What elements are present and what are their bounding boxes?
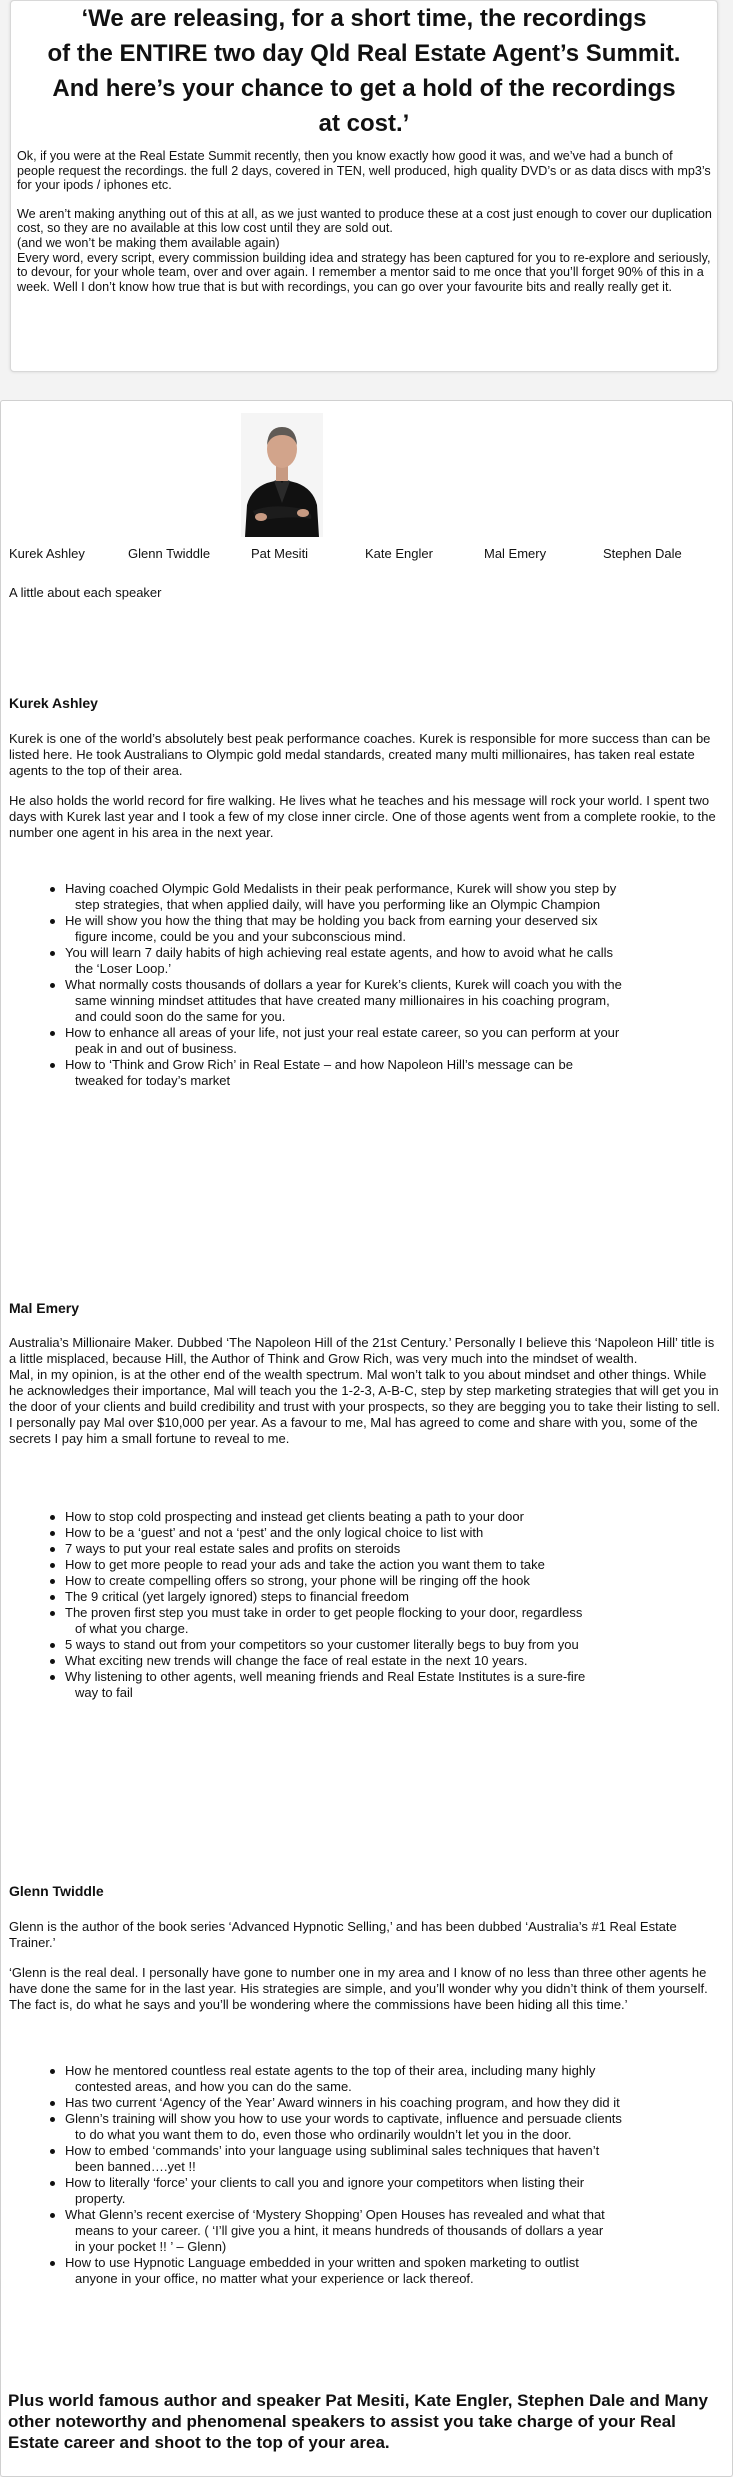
bullet-line: How to embed ‘commands’ into your language using subliminal sales techniques that haven’t (65, 2143, 600, 2158)
headline (11, 1, 717, 141)
list-item (1, 1557, 726, 1573)
bullet-icon (50, 1515, 55, 1520)
glenn-heading: Glenn Twiddle (9, 1883, 104, 1899)
bullet-line: in your pocket !! ’ – Glenn) (75, 2239, 227, 2254)
bullet-icon (50, 1643, 55, 1648)
bullet-line: How to ‘Think and Grow Rich’ in Real Estate – and how Napoleon Hill’s message can be (65, 1057, 573, 1072)
glenn-paragraph: ‘Glenn is the real deal. I personally have gone to number one in my area and I know of no less than three other agents he have done the same for in the last year. His strategies are simple, and you’ll wonder why you didn’t think of them yourself. The fact is, do what he says and you’ll be wondering where the commissions have been hiding all this time.’ (9, 1965, 708, 2012)
kurek-bullet-list (1, 881, 726, 1089)
bullet-line: How to enhance all areas of your life, not just your real estate career, so you can perform at your (65, 1025, 620, 1040)
speaker-name: Pat Mesiti (251, 546, 309, 561)
list-item (1, 1573, 726, 1589)
headline-line: ‘We are releasing, for a short time, the recordings (81, 5, 647, 32)
bullet-icon (50, 919, 55, 924)
bullet-line: step strategies, that when applied daily, will have you performing like an Olympic Champion (75, 897, 601, 912)
list-item (1, 1541, 726, 1557)
bullet-line: contested areas, and how you can do the same. (75, 2079, 352, 2094)
bullet-line: anyone in your office, no matter what your experience or lack thereof. (75, 2271, 474, 2286)
speaker-name: Mal Emery (484, 546, 547, 561)
intro-paragraph: (and we won’t be making them available again) (17, 235, 280, 250)
bullet-icon (50, 1595, 55, 1600)
list-item (1, 1057, 726, 1089)
bullet-line: What exciting new trends will change the face of real estate in the next 10 years. (65, 1653, 528, 1668)
bullet-line: 7 ways to put your real estate sales and profits on steroids (65, 1541, 401, 1556)
bullet-line: Having coached Olympic Gold Medalists in their peak performance, Kurek will show you step by (65, 881, 617, 896)
headline-line: of the ENTIRE two day Qld Real Estate Agent’s Summit. (47, 40, 681, 67)
intro-box (10, 0, 718, 372)
bullet-line: property. (75, 2191, 126, 2206)
speaker-name: Stephen Dale (603, 546, 682, 561)
bullet-line: tweaked for today’s market (75, 1073, 231, 1088)
list-item (1, 881, 726, 913)
mal-paragraph: Australia’s Millionaire Maker. Dubbed ‘The Napoleon Hill of the 21st Century.’ Personally I believe this ‘Napoleon Hill’ title is a little misplaced, because Hill, the Author of Think and Grow Rich, was very much into the mindset of wealth. (9, 1335, 715, 1366)
bullet-icon (50, 887, 55, 892)
intro-paragraph: Ok, if you were at the Real Estate Summit recently, then you know exactly how good it was, and we’ve had a bunch of people request the recordings. the full 2 days, covered in TEN, well produced, high quality DVD’s or as data discs with mp3’s for your ipods / iphones etc. (17, 149, 711, 193)
bullet-line: been banned….yet !! (75, 2159, 196, 2174)
speakers-subheading: A little about each speaker (9, 585, 162, 600)
bullet-line: You will learn 7 daily habits of high achieving real estate agents, and how to avoid what he calls (65, 945, 614, 960)
bullet-line: How to stop cold prospecting and instead get clients beating a path to your door (65, 1509, 524, 1524)
list-item (1, 1525, 726, 1541)
mal-bio (9, 1335, 721, 1447)
glenn-bullet-list (1, 2063, 726, 2287)
bullet-line: same winning mindset attitudes that have created many millionaires in his coaching program, (75, 993, 610, 1008)
speaker-name: Glenn Twiddle (128, 546, 211, 561)
list-item (1, 2095, 726, 2111)
bullet-line: means to your career. ( ‘I’ll give you a hint, it means hundreds of thousands of dollars a year (75, 2223, 604, 2238)
speaker-name: Kate Engler (365, 546, 433, 561)
list-item (1, 2255, 726, 2287)
bullet-icon (50, 1659, 55, 1664)
list-item (1, 2207, 726, 2255)
bullet-line: What Glenn’s recent exercise of ‘Mystery Shopping’ Open Houses has revealed and what that (65, 2207, 605, 2222)
bullet-line: The 9 critical (yet largely ignored) steps to financial freedom (65, 1589, 409, 1604)
list-item (1, 2111, 726, 2143)
bullet-icon (50, 1563, 55, 1568)
speakers-box (0, 400, 733, 2477)
bullet-line: How to create compelling offers so strong, your phone will be ringing off the hook (65, 1573, 530, 1588)
headline-line: at cost.’ (318, 110, 410, 137)
bullet-line: How to get more people to read your ads and take the action you want them to take (65, 1557, 545, 1572)
bullet-icon (50, 951, 55, 956)
bullet-line: How to literally ‘force’ your clients to call you and ignore your competitors when listing their (65, 2175, 585, 2190)
mal-paragraph: Mal, in my opinion, is at the other end of the wealth spectrum. Mal won’t talk to you about mindset and other things. While he acknowledges their importance, Mal will teach you the 1-2-3, A-B-C, step by step marketing strategies that will get you in the door of your clients and build credibility and trust with your prospects, so they are begging you to take their listing to sell. (9, 1367, 721, 1414)
bullet-line: 5 ways to stand out from your competitors so your customer literally begs to buy from you (65, 1637, 579, 1652)
list-item (1, 913, 726, 945)
list-item (1, 2143, 726, 2175)
bullet-icon (50, 2213, 55, 2218)
bullet-icon (50, 2101, 55, 2106)
bullet-icon (50, 1531, 55, 1536)
bullet-icon (50, 2149, 55, 2154)
glenn-bio (9, 1919, 721, 2013)
bullet-line: figure income, could be you and your subconscious mind. (75, 929, 406, 944)
bullet-icon (50, 1611, 55, 1616)
bullet-icon (50, 1063, 55, 1068)
list-item (1, 1605, 726, 1637)
mal-heading: Mal Emery (9, 1300, 80, 1316)
bullet-icon (50, 983, 55, 988)
list-item (1, 1637, 726, 1653)
bullet-line: to do what you want them to do, even those who ordinarily wouldn’t let you in the door. (75, 2127, 572, 2142)
intro-text (17, 149, 713, 294)
bullet-line: The proven first step you must take in order to get people flocking to your door, regardless (65, 1605, 583, 1620)
bullet-icon (50, 1547, 55, 1552)
list-item (1, 977, 726, 1025)
list-item (1, 945, 726, 977)
kurek-paragraph: Kurek is one of the world’s absolutely best peak performance coaches. Kurek is responsible for more success than can be listed here. He took Australians to Olympic gold medal standards, created many multi millionaires, has taken real estate agents to the top of their area. (9, 731, 711, 778)
bullet-icon (50, 1675, 55, 1680)
bullet-line: and could soon do the same for you. (75, 1009, 286, 1024)
list-item (1, 1669, 726, 1701)
bullet-line: of what you charge. (75, 1621, 189, 1636)
kurek-heading: Kurek Ashley (9, 695, 98, 711)
bullet-line: How to use Hypnotic Language embedded in your written and spoken marketing to outlist (65, 2255, 579, 2270)
list-item (1, 2063, 726, 2095)
list-item (1, 1589, 726, 1605)
bullet-icon (50, 2069, 55, 2074)
speaker-photo (241, 413, 323, 537)
bullet-line: Why listening to other agents, well meaning friends and Real Estate Institutes is a sure-fire (65, 1669, 586, 1684)
bullet-line: way to fail (75, 1685, 133, 1700)
bullet-line: Has two current ‘Agency of the Year’ Award winners in his coaching program, and how they did it (65, 2095, 620, 2110)
intro-paragraph: Every word, every script, every commission building idea and strategy has been captured for you to re-explore and seriously, to devour, for your whole team, over and over again. I remember a mentor said to me once that you’ll forget 90% of this in a week. Well I don’t know how true that is but with recordings, you can go over your favourite bits and really really get it. (17, 250, 711, 294)
bullet-icon (50, 2261, 55, 2266)
bullet-line: What normally costs thousands of dollars a year for Kurek’s clients, Kurek will coach you with the (65, 977, 622, 992)
list-item (1, 1509, 726, 1525)
speaker-portrait-image (241, 413, 323, 537)
bullet-line: He will show you how the thing that may be holding you back from earning your deserved six (65, 913, 598, 928)
bullet-line: peak in and out of business. (75, 1041, 237, 1056)
bullet-line: How to be a ‘guest’ and not a ‘pest’ and the only logical choice to list with (65, 1525, 484, 1540)
bullet-icon (50, 1031, 55, 1036)
list-item (1, 2175, 726, 2207)
intro-paragraph: We aren’t making anything out of this at all, as we just wanted to produce these at a cost just enough to cover our duplication cost, so they are no available at this low cost until they are sold out. (17, 206, 712, 236)
kurek-bio (9, 731, 721, 841)
bullet-line: Glenn’s training will show you how to use your words to captivate, influence and persuade clients (65, 2111, 622, 2126)
bullet-icon (50, 1579, 55, 1584)
list-item (1, 1025, 726, 1057)
kurek-paragraph: He also holds the world record for fire walking. He lives what he teaches and his message will rock your world. I spent two days with Kurek last year and I took a few of my close inner circle. One of those agents went from a complete rookie, to the number one agent in his area in the next year. (9, 793, 716, 840)
headline-line: And here’s your chance to get a hold of the recordings (52, 75, 676, 102)
list-item (1, 1653, 726, 1669)
mal-bullet-list (1, 1509, 726, 1701)
closing-statement: Plus world famous author and speaker Pat Mesiti, Kate Engler, Stephen Dale and Many other noteworthy and phenomenal speakers to assist you take charge of your Real Estate career and shoot to the top of your area. (8, 2391, 709, 2452)
speaker-name: Kurek Ashley (9, 546, 85, 561)
bullet-icon (50, 2181, 55, 2186)
mal-paragraph: I personally pay Mal over $10,000 per year. As a favour to me, Mal has agreed to come and share with you, some of the secrets I pay him a small fortune to reveal to me. (9, 1415, 698, 1446)
bullet-line: How he mentored countless real estate agents to the top of their area, including many highly (65, 2063, 596, 2078)
bullet-icon (50, 2117, 55, 2122)
bullet-line: the ‘Loser Loop.’ (75, 961, 172, 976)
glenn-paragraph: Glenn is the author of the book series ‘Advanced Hypnotic Selling,’ and has been dubbed ‘Australia’s #1 Real Estate Trainer.’ (9, 1919, 677, 1950)
